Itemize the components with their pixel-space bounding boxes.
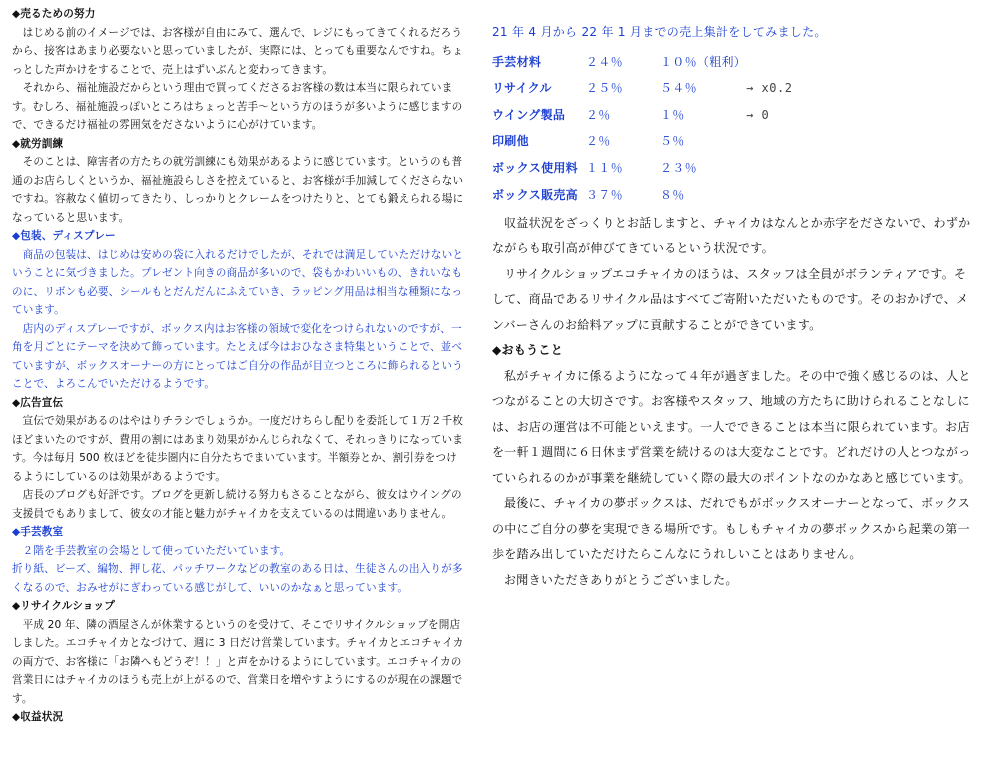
sales-category: リサイクル [492, 81, 552, 96]
sales-share: ２％ [586, 107, 611, 122]
paragraph: 商品の包装は、はじめは安めの袋に入れるだけでしたが、それでは満足していただけないということに気づきました。プレゼント向きの商品が多いので、袋もかわいいもの、きれいなものに、リボンも必要、シールもとだんだんにふえていき、ラッピング用品は相当な種類になっています。 [12, 248, 464, 316]
paragraph: 折り紙、ビーズ、編物、押し花、パッチワークなどの教室のある日は、生徒さんの出入りが多くなるので、おみせがにぎわっている感じがして、いいのかなぁと思っています。 [12, 563, 463, 594]
revenue-share: ２３％ [660, 160, 697, 175]
sales-summary-title: 21 年 4 月から 22 年 1 月までの売上集計をしてみました。 [492, 25, 827, 39]
sales-share: ２４％ [586, 54, 623, 69]
heading-recycle-shop: ◆リサイクルショップ [12, 600, 116, 612]
heading-thoughts: ◆おもうこと [492, 343, 564, 358]
sales-share: ３７％ [586, 187, 623, 202]
paragraph: それから、福祉施設だからという理由で買ってくださるお客様の数は本当に限られています。むしろ、福祉施設っぽいところはちょっと苦手～という方のほうが多いように感じますので、できるだけ福祉の雰囲気をださないように心がけています。 [12, 82, 463, 131]
handwritten-note [746, 182, 792, 209]
sales-table [492, 49, 792, 209]
sales-share: １１％ [586, 160, 623, 175]
table-row [492, 182, 792, 209]
table-row [492, 155, 792, 182]
table-row [492, 129, 792, 156]
left-column [12, 5, 467, 727]
sales-share: ２５％ [586, 81, 623, 96]
table-row [492, 49, 792, 76]
heading-packaging-display: ◆包装、ディスプレー [12, 230, 116, 242]
paragraph: リサイクルショップエコチャイカのほうは、スタッフは全員がボランティアです。そして、商品であるリサイクル品はすべてご寄附いただいたものです。そのおかげで、メンバーさんのお給料アップに貢献することができています。 [492, 266, 969, 332]
revenue-share: ５％ [660, 134, 685, 149]
sales-category: ボックス販売高 [492, 187, 578, 202]
table-row [492, 102, 792, 129]
heading-job-training: ◆就労訓練 [12, 137, 64, 150]
handwritten-note: → x0.2 [746, 81, 793, 96]
heading-craft-class: ◆手芸教室 [12, 526, 64, 538]
closing-remark: お聞きいただきありがとうございました。 [504, 572, 738, 587]
right-column [492, 19, 972, 593]
sales-share: ２％ [586, 134, 611, 149]
paragraph: 収益状況をざっくりとお話しますと、チャイカはなんとか赤字をださないで、わずかながらも取引高が伸びてきているという状況です。 [492, 215, 971, 256]
heading-advertising: ◆広告宣伝 [12, 396, 64, 409]
heading-sales-effort: ◆売るための努力 [12, 8, 96, 20]
handwritten-note [746, 129, 792, 156]
heading-revenue-status: ◆収益状況 [12, 711, 64, 723]
handwritten-note: → 0 [746, 107, 770, 122]
paragraph: 私がチャイカに係るようになって４年が過ぎました。その中で強く感じるのは、人とつながることの大切さです。お客様やスタッフ、地域の方たちに助けられることなしには、お店の運営は不可能といえます。一人でできることは本当に限られています。お店を一軒１週間に６日休まず営業を続けるのは大変なことです。どれだけの人とつながっていられるのかが事業を継続していく際の最大のポイントなのかなあと感じています。 [492, 368, 971, 485]
sales-category: ウイング製品 [492, 107, 566, 122]
handwritten-note [746, 49, 792, 76]
sales-category: 手芸材料 [492, 54, 542, 69]
paragraph: はじめる前のイメージでは、お客様が自由にみて、選んで、レジにもってきてくれるだろうから、接客はあまり必要ないと思っていましたが、実際には、とっても重要なんですね。ちょっとした声かけをすることで、売上はずいぶんと変わってきます。 [12, 26, 464, 76]
table-row [492, 76, 792, 103]
revenue-share: １％ [660, 107, 685, 122]
sales-category: ボックス使用料 [492, 160, 578, 175]
revenue-share: １０％（粗利） [660, 54, 747, 69]
revenue-share: ８％ [660, 187, 685, 202]
paragraph: そのことは、障害者の方たちの就労訓練にも効果があるように感じています。というのも普通のお店らしくというか、福祉施設らしさを控えていると、お客様が手加減してくださらないですね。容赦なく値切ってきたり、しっかりとクレームをつけたりと、とても鍛えられる場になっていると思います。 [12, 156, 464, 224]
handwritten-note [746, 155, 792, 182]
paragraph: 宣伝で効果があるのはやはりチラシでしょうか。一度だけちらし配りを委託して１万２千枚ほどまいたのですが、費用の割にはあまり効果がかんじられなくて、それっきりになっています。今は毎月 500 枚ほどを徒歩圏内に自分たちでまいています。半額券とか、割引券をつけるようにしているのは効果があるようです。 [12, 415, 464, 483]
sales-category: 印刷他 [492, 134, 529, 149]
paragraph: 店長のブログも好評です。ブログを更新し続ける努力もさることながら、彼女はウイングの支援員でもありまして、彼女の才能と魅力がチャイカを支えているのは間違いありません。 [12, 489, 462, 520]
paragraph: ２階を手芸教室の会場として使っていただいています。 [22, 544, 291, 557]
paragraph: 店内のディスプレーですが、ボックス内はお客様の領域で変化をつけられないのですが、一角を月ごとにテーマを決めて飾っています。たとえば今はおひなさま特集ということで、並べていますが、ボックスオーナーの方にとってはご自分の作品が目立つところに飾られるということで、よろこんでいただけるようです。 [12, 322, 463, 390]
paragraph: 最後に、チャイカの夢ボックスは、だれでもがボックスオーナーとなって、ボックスの中にご自分の夢を実現できる場所です。もしもチャイカの夢ボックスから起業の第一歩を踏み出していただけたらこんなにうれしいことはありません。 [492, 496, 971, 562]
revenue-share: ５４％ [660, 81, 697, 96]
paragraph: 平成 20 年、隣の酒屋さんが休業するというのを受けて、そこでリサイクルショップを開店しました。エコチャイカとなづけて、週に 3 日だけ営業しています。チャイカとエコチャイカの両方で、お客様に「お隣へもどうぞ！！」と声をかけるようにしています。エコチャイカの営業日にはチャイカのほうも売上が上がるので、営業日を増やすようにするのが現在の課題です。 [12, 618, 464, 705]
